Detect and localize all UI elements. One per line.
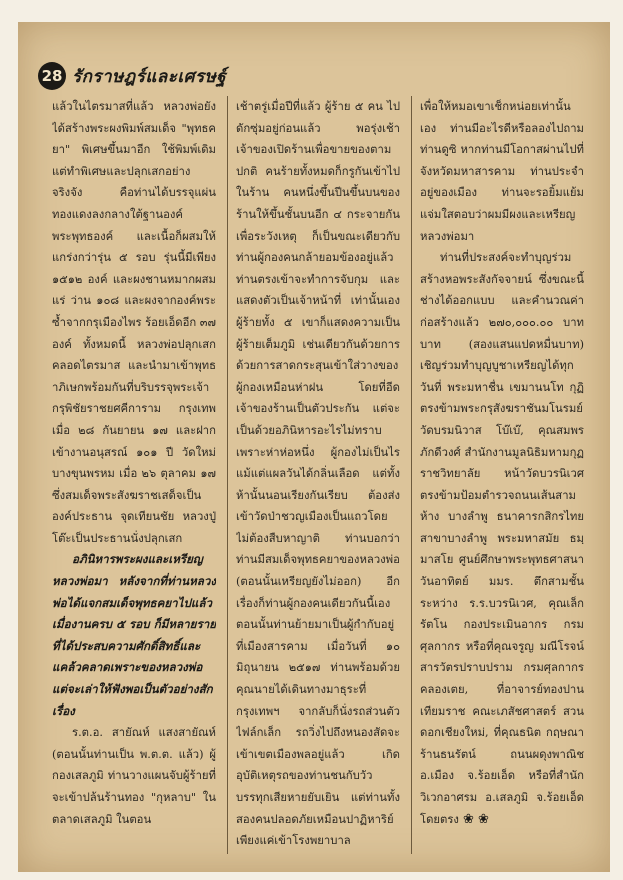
paragraph: ร.ต.อ. สายัณห์ แสงสายัณห์ (ตอนนั้นท่านเป็น พ.ต.ต. แล้ว) ผู้กองเสลภูมิ ท่านวางแผนจับผู้ร้ายที่จะเข้าปล้นร้านทอง "กุหลาบ" ในตลาดเสลภูมิ ในตอน (52, 726, 216, 826)
running-title: รักราษฎร์และเศรษฐ์ (72, 67, 227, 87)
paragraph-text: ท่านที่ประสงค์จะทำบุญร่วมสร้างหอพระสังกัจจายน์ ซึ่งขณะนี้ช่างได้ออกแบบ และคำนวณค่าก่อสร้างแล้ว ๒๗๐,๐๐๐.๐๐ บาทบาท (สองแสนแปดหมื่นบาท) เชิญร่วมทำบุญบูชาเหรียญได้ทุกวันที่ พระมหาชื่น เขมานนโท กุฏิตรงข้ามพระกรุสังฆราชันมโนรมย์ วัดบรมนิวาส โบ๊เบ๊, คุณสมพร ภักดีวงศ์ สำนักงานมูลนิธิมหามกุฏราชวิทยาลัย หน้าวัดบวรนิเวศ ตรงข้ามป้อมตำรวจถนนเส้นสามห้าง บางลำพู ธนาคารกสิกรไทย สาขาบางลำพู พระมหาสมัย ธมฺมาสโย ศูนย์ศึกษาพระพุทธศาสนาวันอาทิตย์ มมร. ตึกสามชั้น ระหว่าง ร.ร.บวรนิเวศ, คุณเล็ก รัตโน กองประเมินอากร กรมศุลกากร หรือที่คุณจรูญ มณีโรจน์ สารวัตรปราบปราม กรมศุลกากร คลองเตย, ที่อาจารย์ทองปาน เทียมราช คณะเภสัชศาสตร์ สวนดอกเชียงใหม่, ที่คุณธนิต กฤษณา ร้านธนรัตน์ ถนนผดุงพาณิช อ.เมือง จ.ร้อยเอ็ด หรือที่สำนักวิเวกอาศรม อ.เสลภูมิ จ.ร้อยเอ็ด โดยตรง (420, 251, 584, 826)
text-column-2 (236, 96, 400, 856)
column-divider (411, 96, 412, 854)
subheading-paragraph: อภินิหารพระผงและเหรียญหลวงพ่อมา หลังจากที่ท่านหลวงพ่อได้แจกสมเด็จพุทธคยาไปแล้วเมื่องานครบ ๕ รอบ ก็มีหลายราย ที่ได้ประสบความศักดิ์สิทธิ์และแคล้วคลาดเพราะของหลวงพ่อ แต่จะเล่าให้ฟังพอเป็นตัวอย่างสักเรื่อง (52, 552, 216, 718)
end-mark-icon: ❀ ❀ (462, 811, 489, 827)
column-divider (227, 96, 228, 854)
paragraph: เพื่อให้หมอเขาเช็กหน่อยเท่านั้นเอง ท่านมีอะไรดีหรือลองไปถามท่านดูซิ หากท่านมีโอกาสผ่านไปที่จังหวัดมหาสารคาม ท่านประจำอยู่ของเมือง ท่านจะรอยิ้มแย้มแจ่มใสตอบว่าผมมีผงและเหรียญหลวงพ่อมา (420, 100, 584, 243)
text-column-3 (420, 96, 584, 856)
paragraph: แล้วในไตรมาสที่แล้ว หลวงพ่อยังได้สร้างพระผงพิมพ์สมเด็จ "พุทธคยา" พิเศษขึ้นมาอีก ใช้พิมพ์เดิม แต่ทำพิเศษและปลุกเสกอย่างจริงจัง คือท่านได้บรรจุแผ่นทองแดงลงกลางใต้ฐานองค์พระพุทธองค์ และเนื้อก็ผสมให้แกร่งกว่ารุ่น ๕ รอบ รุ่นนี้มีเพียง ๑๕๑๒ องค์ และผงชานหมากผสมแร่ ว่าน ๑๐๘ และผงจากองค์พระซ้ำจากกรุเมืองไพร ร้อยเอ็ดอีก ๓๗ องค์ ทั้งหมดนี้ หลวงพ่อปลุกเสกคลอดไตรมาส และนำมาเข้าพุทธาภิเษกพร้อมกันที่บริบรรจุพระเจ้ากรุพิชัยราชยศคีการาม กรุงเทพ เมื่อ ๒๘ กันยายน ๑๗ และฝากเข้างานอนุสรณ์ ๑๐๑ ปี วัดใหม่บางขุนพรหม เมื่อ ๒๖ ตุลาคม ๑๗ ซึ่งสมเด็จพระสังฆราชเสด็จเป็นองค์ประธาน จุดเทียนชัย หลวงปู่โต๊ะเป็นประธานนั่งปลุกเสก (52, 100, 216, 545)
page-number-badge: 28 (38, 62, 66, 90)
text-column-1 (52, 96, 216, 856)
paragraph (420, 247, 584, 830)
paragraph: เช้าตรู่เมื่อปีที่แล้ว ผู้ร้าย ๕ คน ไปดักซุ่มอยู่ก่อนแล้ว พอรุ่งเช้าเจ้าของเปิดร้านเพื่อขายของตามปกติ คนร้ายทั้งหมดก็กรูกันเข้าไปในร้าน คนหนึ่งขึ้นปีนขึ้นบนของร้านให้ขึ้นชั้นบนอีก ๔ กระจายกันเพื่อระวังเหตุ ก็เป็นขณะเดียวกับท่านผู้กองคนกล้ายอมข้องอยู่แล้ว ท่านตรงเข้าจะทำการจับกุม และแสดงตัวเป็นเจ้าหน้าที่ เท่านั้นเองผู้ร้ายทั้ง ๕ เขาก็แสดงความเป็นผู้ร้ายเต็มภูมิ เช่นเดียวกันด้วยการด้วยการสาดกระสุนเข้าใส่วางของผู้กองเหมือนห่าฝน โดยที่อีดเจ้าของร้านเป็นตัวประกัน แต่จะเป็นด้วยอภินิหารอะไรไม่ทราบ เพราะห่าห่อหนึ่ง ผู้กองไม่เป็นไรแม้แต่แผลวันได้กลิ่นเลือด แต่ทั้งห้านั้นนอนเรียงกันเรียบ ต้องส่งเข้าวัดป่าชวญเมืองเป็นแถวโดยไม่ต้องสืบหาญาติ ท่านบอกว่าท่านมีสมเด็จพุทธคยาของหลวงพ่อ (ตอนนั้นเหรียญยังไม่ออก) อีกเรื่องก็ท่านผู้กองคนเดียวกันนี้เองตอนนั้นท่านย้ายมาเป็นผู้กำกับอยู่ที่เมืองสารคาม เมื่อวันที่ ๑๐ มิถุนายน ๒๕๑๗ ท่านพร้อมด้วยคุณนายได้เดินทางมาธุระที่กรุงเทพฯ จากลับก็นั่งรถส่วนตัวไฟล์กเล็ก รถวิ่งไปถึงหนองสัดจะเข้าเขตเมืองพลอยู่แล้ว เกิดอุบัติเหตุรถของท่านชนกับวัวบรรทุกเสียหายยับเยิน แต่ท่านทั้งสองคนปลอดภัยเหมือนปาฏิหาริย์ เพียงแค่เข้าโรงพยาบาล (236, 100, 400, 848)
